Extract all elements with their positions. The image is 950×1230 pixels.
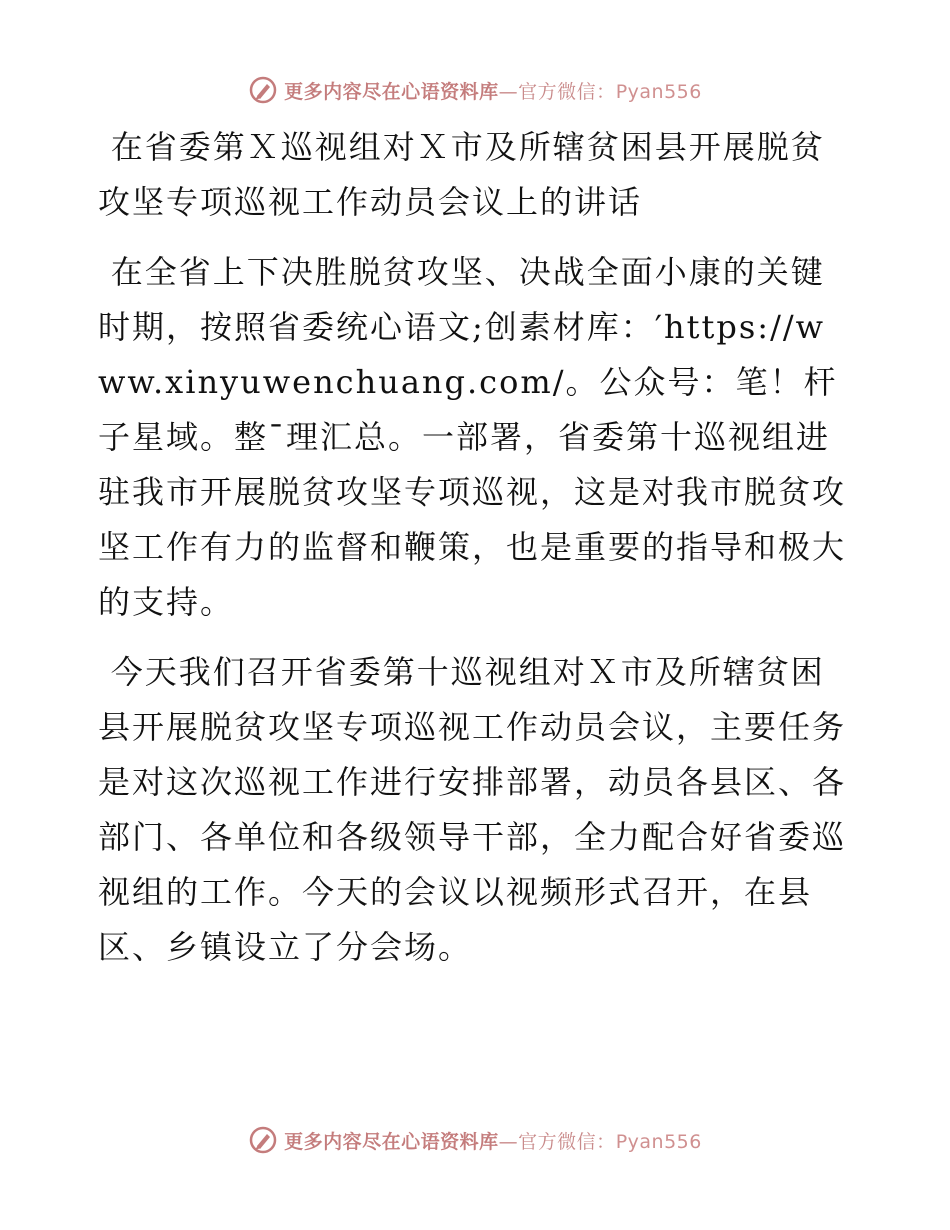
paragraph-2: 今天我们召开省委第十巡视组对Ｘ市及所辖贫困县开展脱贫攻坚专项巡视工作动员会议，主要任务是对这次巡视工作进行安排部署，动员各县区、各部门、各单位和各级领导干部，全力配合好省委巡视组的工作。今天的会议以视频形式召开，在县区、乡镇设立了分会场。 <box>98 653 847 966</box>
footer-watermark-sub: 官方微信： <box>518 1130 616 1153</box>
paragraph-1: 在全省上下决胜脱贫攻坚、决战全面小康的关键时期，按照省委统心语文;创素材库：′https://www.xinyuwenchuang.com/。公众号：笔！杆子星域。整¯理汇总。一部署，省委第十巡视组进驻我市开展脱贫攻坚专项巡视，这是对我市脱贫攻坚工作有力的监督和鞭策，也是重要的指导和极大的支持。 <box>98 253 847 621</box>
footer-watermark-handle: Pyan556 <box>615 1130 702 1153</box>
pen-seal-icon <box>248 1125 278 1155</box>
header-watermark-handle: Pyan556 <box>615 80 702 103</box>
footer-watermark-banner <box>0 1120 950 1160</box>
footer-watermark-main: 更多内容尽在心语资料库 <box>284 1130 499 1153</box>
header-watermark-main: 更多内容尽在心语资料库 <box>284 80 499 103</box>
header-watermark-banner <box>0 70 950 110</box>
document-title: 在省委第Ｘ巡视组对Ｘ市及所辖贫困县开展脱贫攻坚专项巡视工作动员会议上的讲话 <box>98 128 825 221</box>
header-watermark-text <box>284 77 702 104</box>
document-body <box>98 120 853 975</box>
pen-seal-icon <box>248 75 278 105</box>
footer-watermark-dash: — <box>498 1130 519 1153</box>
header-watermark-dash: — <box>498 80 519 103</box>
header-watermark-sub: 官方微信： <box>518 80 616 103</box>
footer-watermark-text <box>284 1127 702 1154</box>
